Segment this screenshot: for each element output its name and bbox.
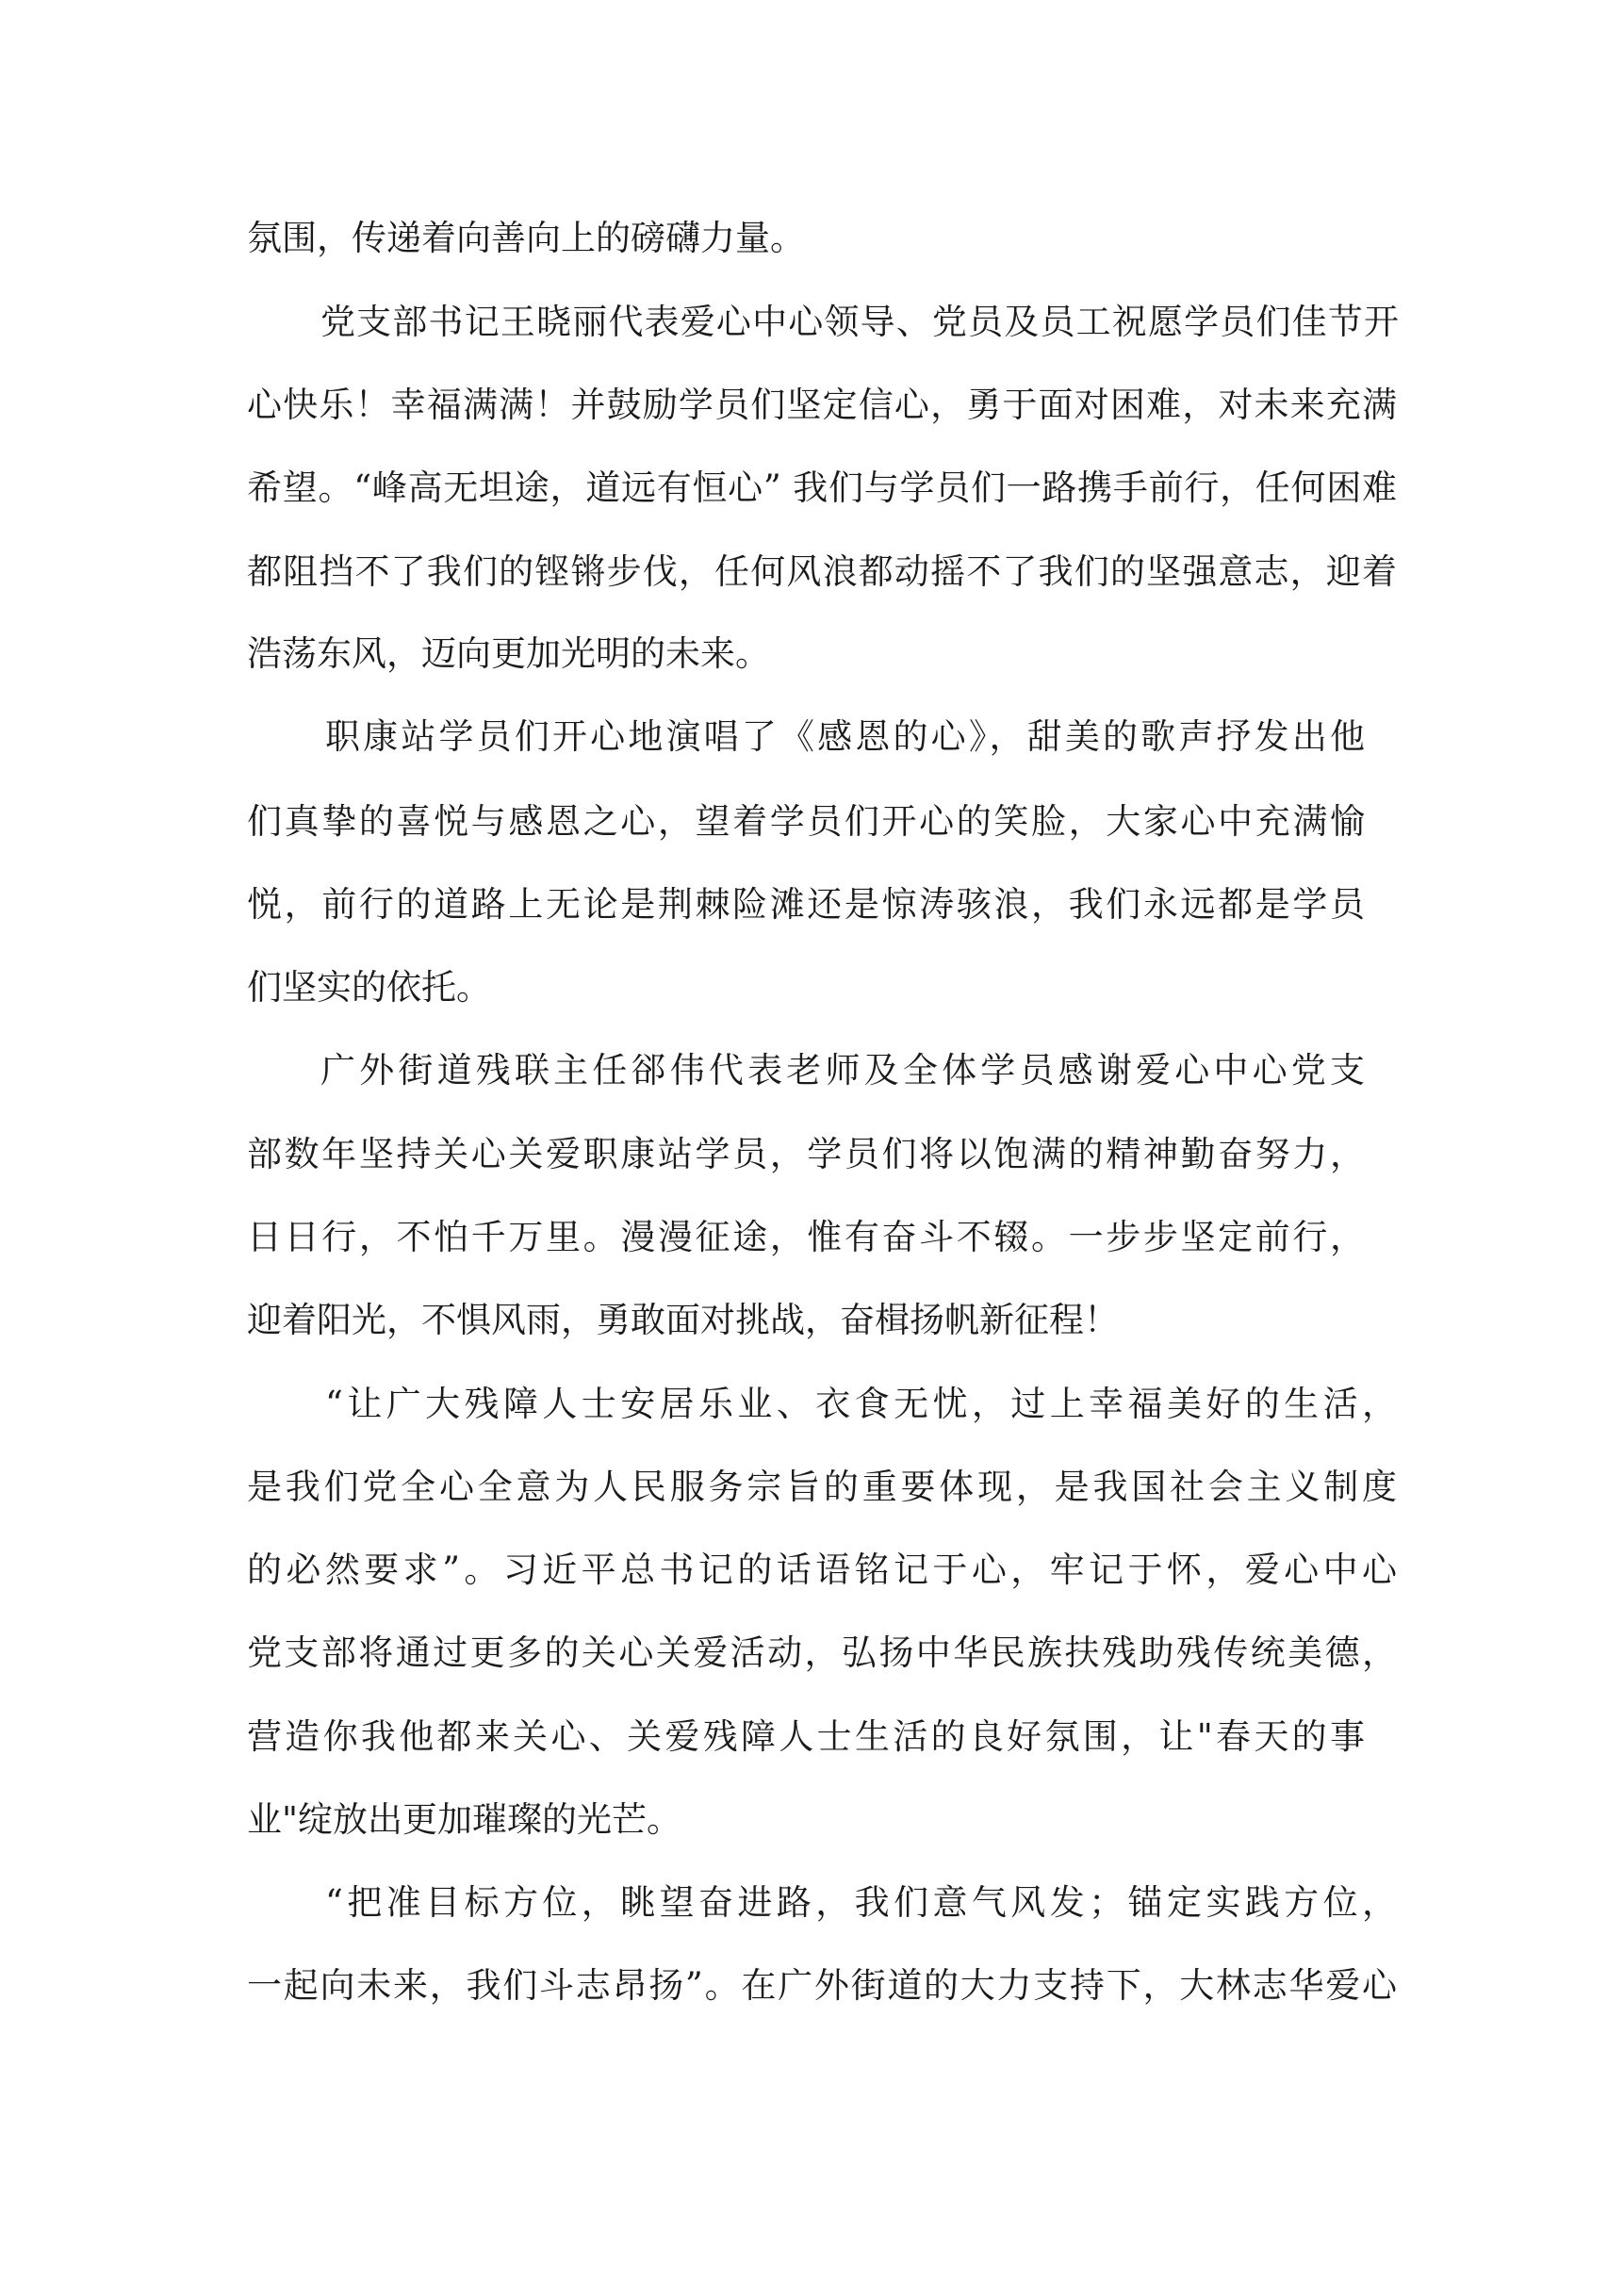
paragraph-first-line: “把准目标方位，眺望奋进路，我们意气风发；锚定实践方位， [325, 1882, 1397, 1923]
text-line: 党支部将通过更多的关心关爱活动，弘扬中华民族扶残助残传统美德， [247, 1632, 1397, 1673]
text-line: 氛围，传递着向善向上的磅礴力量。 [247, 218, 805, 258]
text-line: 悦，前行的道路上无论是荆棘险滩还是惊涛骇浪，我们永远都是学员 [247, 884, 1365, 925]
paragraph-first-line: 职康站学员们开心地演唱了《感恩的心》，甜美的歌声抒发出他 [325, 716, 1365, 757]
text-line: 营造你我他都来关心、关爱残障人士生活的良好氛围，让"春天的事 [247, 1716, 1365, 1757]
text-line: 的必然要求”。习近平总书记的话语铭记于心，牢记于怀，爱心中心 [247, 1550, 1397, 1590]
paragraph-first-line: 党支部书记王晓丽代表爱心中心领导、党员及员工祝愿学员们佳节开 [320, 302, 1399, 342]
text-line: 希望。“峰高无坦途，道远有恒心” 我们与学员们一路携手前行，任何困难 [247, 467, 1397, 508]
text-line: 都阻挡不了我们的铿锵步伐，任何风浪都动摇不了我们的坚强意志，迎着 [247, 551, 1397, 592]
text-line: 业"绽放出更加璀璨的光芒。 [247, 1799, 682, 1840]
text-line: 心快乐！幸福满满！并鼓励学员们坚定信心，勇于面对困难，对未来充满 [247, 385, 1397, 425]
text-line: 部数年坚持关心关爱职康站学员，学员们将以饱满的精神勤奋努力， [247, 1134, 1365, 1174]
text-line: 一起向未来，我们斗志昂扬”。在广外街道的大力支持下，大林志华爱心 [247, 1965, 1397, 2006]
text-line: 们坚实的依托。 [247, 967, 491, 1008]
text-line: 是我们党全心全意为人民服务宗旨的重要体现，是我国社会主义制度 [247, 1467, 1397, 1507]
paragraph-first-line: “让广大残障人士安居乐业、衣食无忧，过上幸福美好的生活， [325, 1384, 1397, 1424]
text-line: 迎着阳光，不惧风雨，勇敢面对挑战，奋楫扬帆新征程！ [247, 1300, 1119, 1340]
text-line: 们真挚的喜悦与感恩之心，望着学员们开心的笑脸，大家心中充满愉 [247, 801, 1365, 842]
text-line: 浩荡东风，迈向更加光明的未来。 [247, 633, 770, 674]
text-line: 日日行，不怕千万里。漫漫征途，惟有奋斗不辍。一步步坚定前行， [247, 1217, 1365, 1257]
paragraph-first-line: 广外街道残联主任郤伟代表老师及全体学员感谢爱心中心党支 [320, 1050, 1365, 1091]
